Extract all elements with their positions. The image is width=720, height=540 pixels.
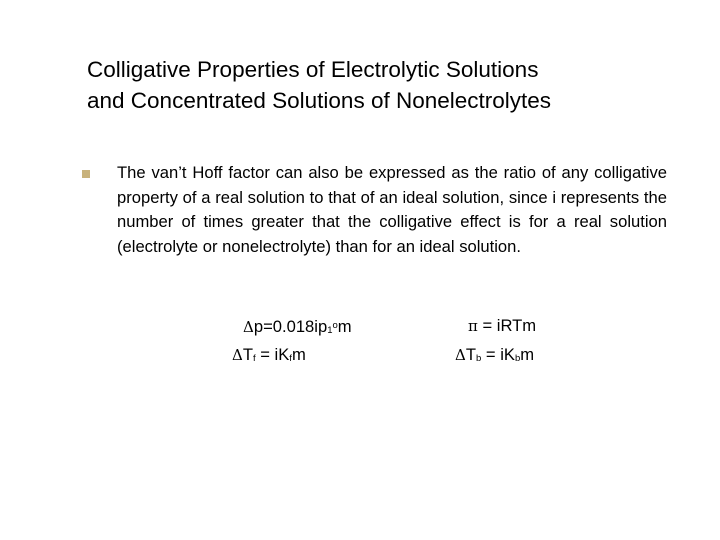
slide-title [87,54,687,116]
eq-subscript: b [514,353,521,364]
delta-symbol: Δ [455,346,466,364]
bullet-text: The van’t Hoff factor can also be expressed as the ratio of any colligative property of a real solution to that of an ideal solution, since i represents the number of times greater that the colligative effect is for a real solution (electrolyte or nonelectrolyte) than for an ideal solution. [117,163,667,256]
eq-text: T [465,345,476,364]
freezing-point-equation [232,343,306,371]
eq-text: p=0.018ip [253,317,328,336]
pi-symbol: π [468,317,478,335]
boiling-point-equation [455,343,534,371]
eq-subscript: f [252,353,256,364]
title-line-2: and Concentrated Solutions of Nonelectrolytes [87,88,552,113]
vapor-pressure-equation [243,314,352,343]
eq-text: = iK [481,345,515,364]
eq-text: m [520,345,535,364]
eq-text: = iK [255,345,290,364]
osmotic-pressure-equation [468,314,536,338]
eq-text: m [291,345,306,364]
eq-subscript: 1 [327,325,333,336]
eq-text: m [337,317,352,336]
eq-subscript: f [289,353,292,364]
eq-text: T [242,345,253,364]
eq-subscript: b [475,353,482,364]
eq-superscript: o [332,320,338,331]
delta-symbol: Δ [232,346,243,364]
title-line-1: Colligative Properties of Electrolytic Solutions [87,57,539,82]
delta-symbol: Δ [243,318,254,336]
eq-text: = iRTm [477,316,537,335]
square-bullet-icon [82,170,90,178]
